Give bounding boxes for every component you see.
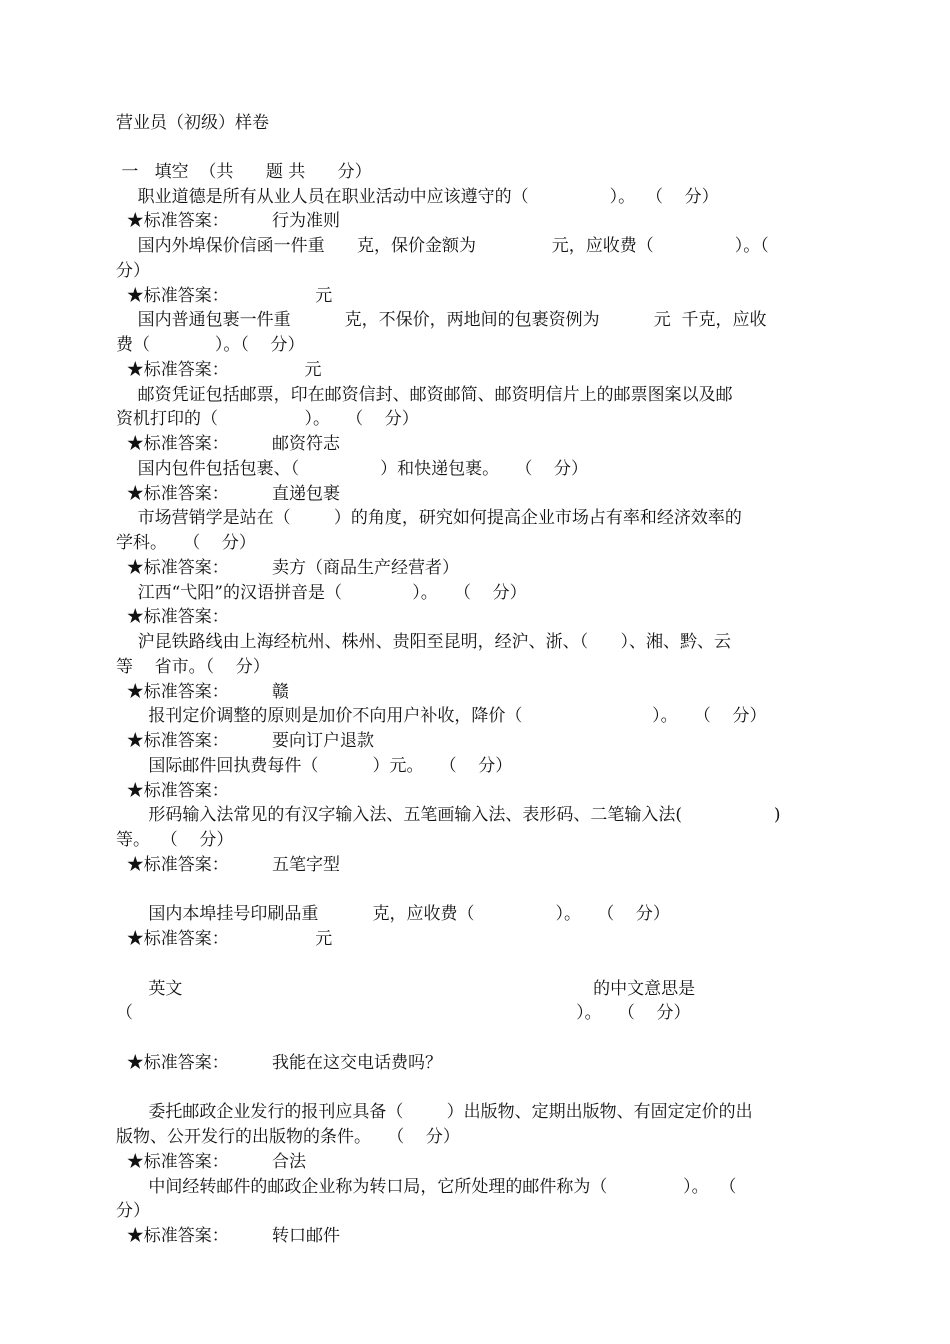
question-text-line: 江西“弋阳”的汉语拼音是（ ）。 （ 分） bbox=[116, 582, 527, 603]
standard-answer-line: ★标准答案： 要向订户退款 bbox=[116, 731, 375, 751]
standard-answer-line: ★标准答案： 直递包裹 bbox=[116, 483, 341, 504]
question-text-line: 中间经转邮件的邮政企业称为转口局，它所处理的邮件称为（ ）。 （ bbox=[116, 1176, 737, 1197]
standard-answer-line: ★标准答案： 合法 bbox=[116, 1151, 307, 1172]
standard-answer-line: ★标准答案： 元 bbox=[116, 285, 333, 306]
question-text-line: 国内包件包括包裹、（ ）和快递包裹。 （ 分） bbox=[116, 458, 588, 479]
question-text-line: 邮资凭证包括邮票，印在邮资信封、邮资邮简、邮资明信片上的邮票图案以及邮 bbox=[116, 384, 733, 405]
question-text-line: 委托邮政企业发行的报刊应具备（ ）出版物、定期出版物、有固定定价的出 bbox=[116, 1102, 753, 1123]
standard-answer-line: ★标准答案： 邮资符志 bbox=[116, 434, 341, 454]
standard-answer-line: ★标准答案： 我能在这交电话费吗？ bbox=[116, 1052, 443, 1073]
question-text-line: 学科。 （ 分） bbox=[116, 533, 256, 553]
standard-answer-line: ★标准答案： 五笔字型 bbox=[116, 854, 341, 875]
question-text-line: 国内本埠挂号印刷品重 克，应收费（ ）。 （ 分） bbox=[116, 904, 670, 925]
standard-answer-line: ★标准答案： 转口邮件 bbox=[116, 1226, 341, 1246]
question-text-line: 英文 的中文意思是 bbox=[116, 978, 696, 999]
question-text-line: 等。 （ 分） bbox=[116, 830, 234, 850]
question-text-line: 版物、公开发行的出版物的条件。 （ 分） bbox=[116, 1127, 460, 1147]
standard-answer-line: ★标准答案： 卖方（商品生产经营者） bbox=[116, 557, 460, 578]
standard-answer-line: ★标准答案： 赣 bbox=[116, 681, 290, 702]
question-text-line: 形码输入法常见的有汉字输入法、五笔画输入法、表形码、二笔输入法( ) bbox=[116, 805, 781, 826]
standard-answer-line: ★标准答案： bbox=[116, 780, 229, 801]
question-text-line: 市场营销学是站在（ ）的角度，研究如何提高企业市场占有率和经济效率的 bbox=[116, 508, 742, 529]
question-text-line: 国内普通包裹一件重 克，不保价，两地间的包裹资例为 元 千克，应收 bbox=[116, 310, 767, 331]
standard-answer-line: ★标准答案： bbox=[116, 607, 229, 628]
section-heading: 一 填空 （共 题 共 分） bbox=[116, 162, 372, 182]
standard-answer-line: ★标准答案： 元 bbox=[116, 359, 322, 380]
question-text-line: 分） bbox=[116, 260, 150, 281]
question-text-line: 国际邮件回执费每件（ ）元。 （ 分） bbox=[116, 755, 513, 776]
standard-answer-line: ★标准答案： 元 bbox=[116, 929, 333, 949]
question-text-line: 等 省市。（ 分） bbox=[116, 656, 270, 677]
page-title: 营业员（初级）样卷 bbox=[116, 113, 269, 133]
question-text-line: 费（ ）。（ 分） bbox=[116, 335, 305, 355]
question-text-line: 沪昆铁路线由上海经杭州、株州、贵阳至昆明，经沪、浙、（ ）、湘、黔、云 bbox=[116, 632, 732, 652]
question-text-line: 资机打印的（ ）。 （ 分） bbox=[116, 409, 419, 430]
question-text-line: 报刊定价调整的原则是加价不向用户补收，降价（ ）。 （ 分） bbox=[116, 706, 767, 727]
question-text-line: 职业道德是所有从业人员在职业活动中应该遵守的（ ）。 （ 分） bbox=[116, 186, 719, 207]
question-text-line: 分） bbox=[116, 1201, 150, 1222]
standard-answer-line: ★标准答案： 行为准则 bbox=[116, 211, 341, 232]
question-text-line: （ ）。 （ 分） bbox=[116, 1003, 691, 1024]
question-text-line: 国内外埠保价信函一件重 克，保价金额为 元，应收费（ ）。（ bbox=[116, 236, 769, 256]
